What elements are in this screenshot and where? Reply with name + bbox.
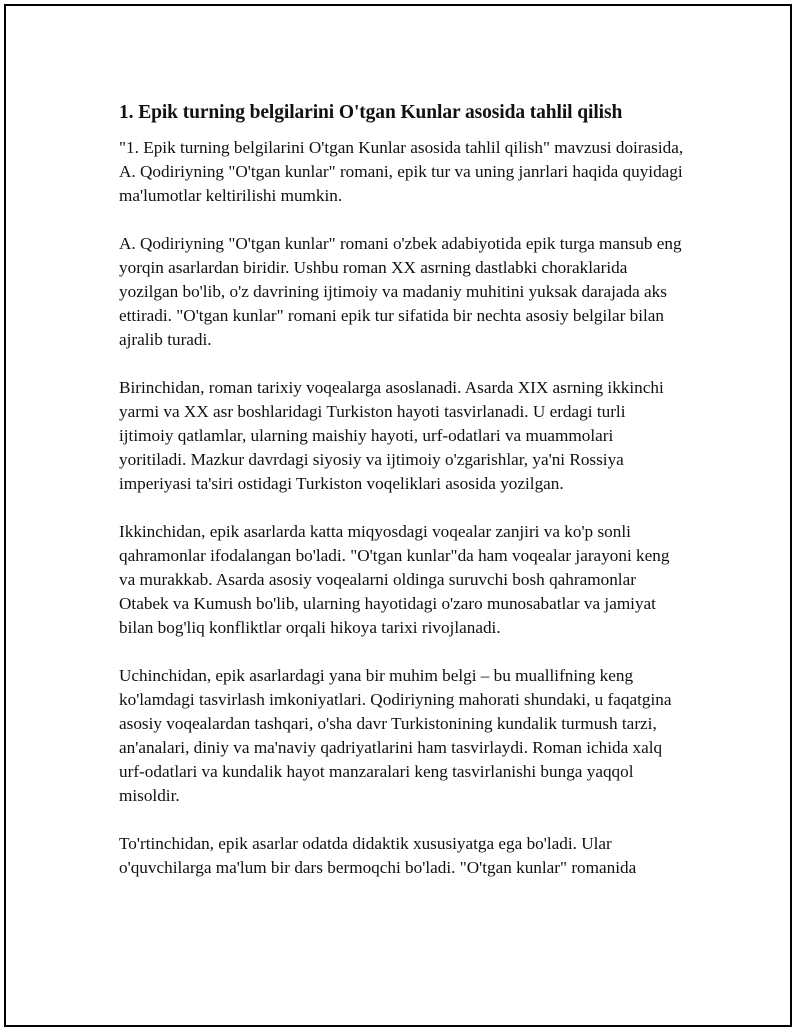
paragraph-first-point: Birinchidan, roman tarixiy voqealarga asoslanadi. Asarda XIX asrning ikkinchi yarmi va XX asr boshlaridagi Turkiston hayoti tasvirlanadi. U erdagi turli ijtimoiy qatlamlar, ularning maishiy hayoti, urf-odatlari va muammolari yoritiladi. Mazkur davrdagi siyosiy va ijtimoiy o'zgarishlar, ya'ni Rossiya imperiyasi ta'siri ostidagi Turkiston voqeliklari asosida yozilgan. [119,378,664,493]
paragraph-fourth-point: To'rtinchidan, epik asarlar odatda didaktik xususiyatga ega bo'ladi. Ular o'quvchilarga ma'lum bir dars bermoqchi bo'ladi. "O'tgan kunlar" romanida [119,834,637,877]
paragraph-intro: "1. Epik turning belgilarini O'tgan Kunlar asosida tahlil qilish" mavzusi doirasida, A. Qodiriyning "O'tgan kunlar" romani, epik tur va uning janrlari haqida quyidagi ma'lumotlar keltirilishi mumkin. [119,138,684,205]
paragraph-third-point: Uchinchidan, epik asarlardagi yana bir muhim belgi – bu muallifning keng ko'lamdagi tasvirlash imkoniyatlari. Qodiriyning mahorati shundaki, u faqatgina asosiy voqealardan tashqari, o'sha davr Turkistonining kundalik turmush tarzi, an'analari, diniy va ma'naviy qadriyatlarini ham tasvirlaydi. Roman ichida xalq urf-odatlari va kundalik hayot manzaralari keng tasvirlanishi bunga yaqqol misoldir. [119,666,672,805]
document-body [119,101,684,904]
page [4,4,792,1027]
paragraph-second-point: Ikkinchidan, epik asarlarda katta miqyosdagi voqealar zanjiri va ko'p sonli qahramonlar ifodalangan bo'ladi. "O'tgan kunlar"da ham voqealar jarayoni keng va murakkab. Asarda asosiy voqealarni oldinga suruvchi bosh qahramonlar Otabek va Kumush bo'lib, ularning hayotidagi o'zaro munosabatlar va jamiyat bilan bog'liq konfliktlar orqali hikoya tarixi rivojlanadi. [119,522,670,637]
section-heading: 1. Epik turning belgilarini O'tgan Kunlar asosida tahlil qilish [119,102,623,123]
paragraph-overview: A. Qodiriyning "O'tgan kunlar" romani o'zbek adabiyotida epik turga mansub eng yorqin asarlardan biridir. Ushbu roman XX asrning dastlabki choraklarida yozilgan bo'lib, o'z davrining ijtimoiy va madaniy muhitini yuksak darajada aks ettiradi. "O'tgan kunlar" romani epik tur sifatida bir nechta asosiy belgilar bilan ajralib turadi. [119,234,682,349]
